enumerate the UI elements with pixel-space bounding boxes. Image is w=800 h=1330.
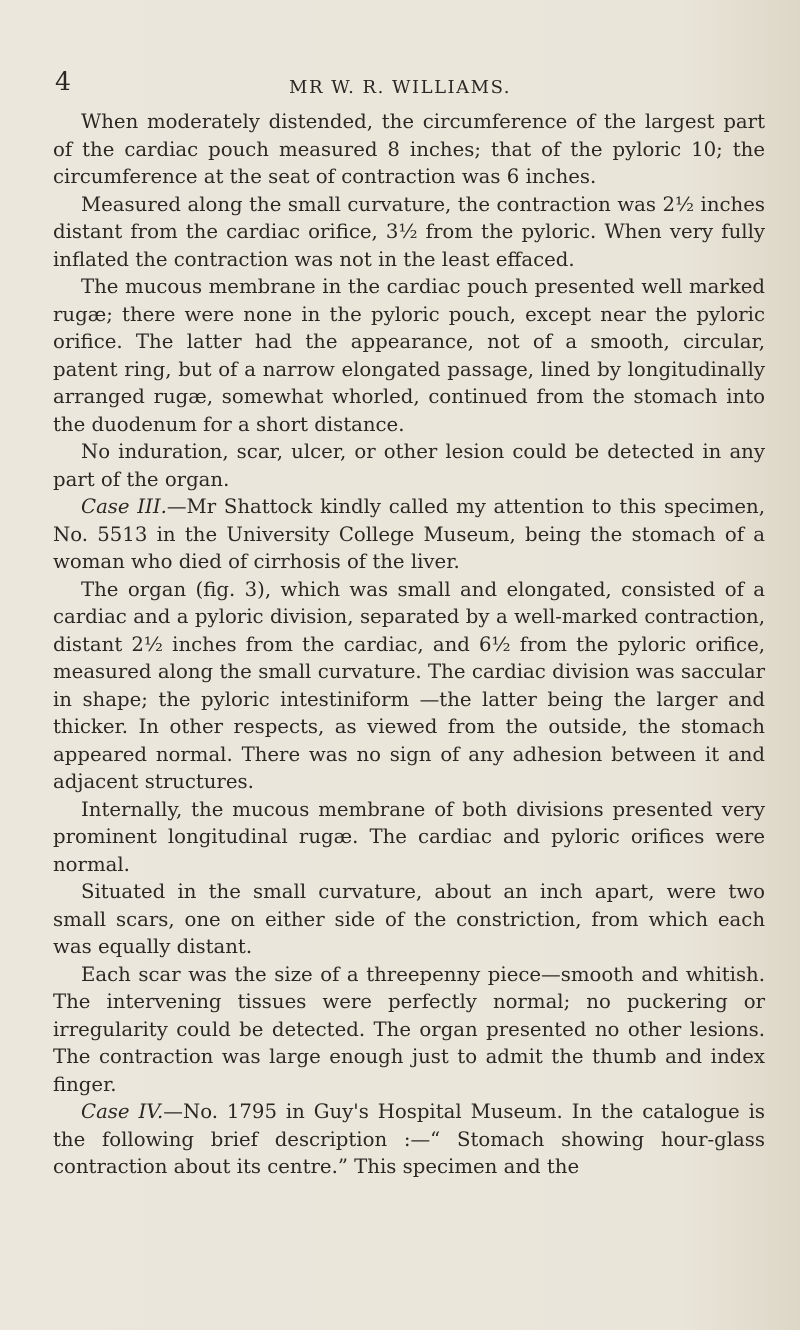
- paragraph: [53, 108, 765, 191]
- paragraph-text: Measured along the small curvature, the contraction was 2½ inches distant from the cardiac orifice, 3½ from the pyloric. When very fully inflated the contraction was not in the least effaced.: [53, 192, 765, 271]
- case-label: Case IV.: [81, 1100, 164, 1123]
- paragraph: [53, 878, 765, 961]
- paragraph: [53, 1098, 765, 1181]
- body-text: [53, 108, 765, 1181]
- paragraph: [53, 576, 765, 796]
- paragraph-text: —No. 1795 in Guy's Hospital Museum. In the catalogue is the following brief description :—“ Stomach showing hour-glass contraction about its centre.” This specimen and the: [53, 1100, 766, 1178]
- paragraph-text: Internally, the mucous membrane of both divisions presented very prominent longitudinal rugæ. The cardiac and pyloric orifices were normal.: [53, 797, 765, 876]
- paragraph: [53, 438, 765, 493]
- paragraph: [53, 961, 765, 1099]
- paragraph-text: Each scar was the size of a threepenny piece—smooth and whitish. The intervening tissues were perfectly normal; no puckering or irregularity could be detected. The organ presented no other lesions. The contraction was large enough just to admit the thumb and index finger.: [53, 962, 765, 1096]
- paragraph-text: The organ (fig. 3), which was small and elongated, consisted of a cardiac and a pyloric division, separated by a well-marked contraction, distant 2½ inches from the cardiac, and 6½ from the pyloric orifice, measured along the small curvature. The cardiac division was saccular in shape; the pyloric intestiniform —the latter being the larger and thicker. In other respects, as viewed from the outside, the stomach appeared normal. There was no sign of any adhesion between it and adjacent structures.: [53, 577, 765, 793]
- paragraph: [53, 796, 765, 879]
- case-label: Case III.: [81, 495, 167, 518]
- running-head: MR W. R. WILLIAMS.: [289, 77, 511, 98]
- paragraph-text: No induration, scar, ulcer, or other lesion could be detected in any part of the organ.: [53, 440, 765, 491]
- paragraph: [53, 493, 765, 576]
- page-number: 4: [55, 67, 71, 96]
- paragraph-text: —Mr Shattock kindly called my attention to this specimen, No. 5513 in the University College Museum, being the stomach of a woman who died of cirrhosis of the liver.: [53, 495, 765, 573]
- paragraph-text: Situated in the small curvature, about an inch apart, were two small scars, one on either side of the constriction, from which each was equally distant.: [53, 880, 765, 958]
- paragraph: [53, 191, 765, 274]
- paragraph-text: When moderately distended, the circumference of the largest part of the cardiac pouch measured 8 inches; that of the pyloric 10; the circumference at the seat of contraction was 6 inches.: [53, 110, 765, 188]
- paragraph-text: The mucous membrane in the cardiac pouch presented well marked rugæ; there were none in the pyloric pouch, except near the pyloric orifice. The latter had the appearance, not of a smooth, circular, patent ring, but of a narrow elongated passage, lined by longitudinally arranged rugæ, somewhat whorled, continued from the stomach into the duodenum for a short distance.: [53, 275, 765, 436]
- paragraph: [53, 273, 765, 438]
